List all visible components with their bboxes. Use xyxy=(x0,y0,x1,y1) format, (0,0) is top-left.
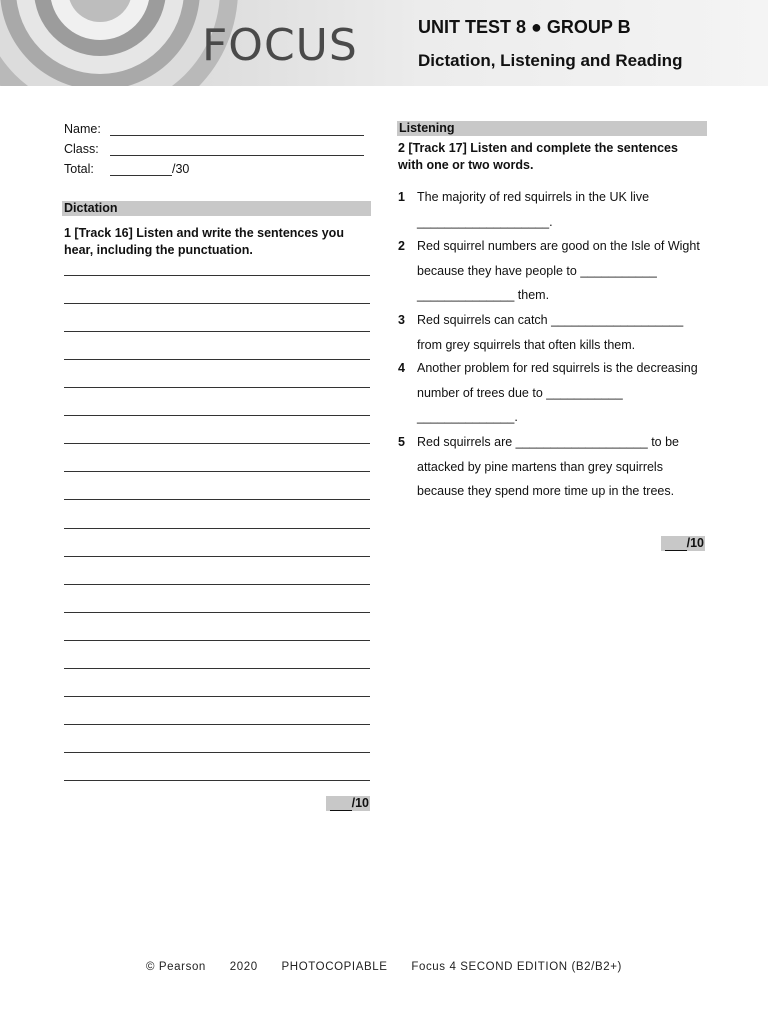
listening-score-max: /10 xyxy=(686,536,704,550)
writing-line[interactable] xyxy=(64,499,370,500)
listening-score[interactable] xyxy=(661,536,705,551)
listening-instruction: 2 [Track 17] Listen and complete the sentences with one or two words. xyxy=(398,141,678,172)
class-field[interactable] xyxy=(64,142,110,156)
total-label: Total: xyxy=(64,162,94,176)
dictation-instruction: 1 [Track 16] Listen and write the sentences you hear, including the punctuation. xyxy=(64,226,344,257)
writing-line[interactable] xyxy=(64,275,370,276)
writing-line[interactable] xyxy=(64,331,370,332)
score-blank xyxy=(665,538,687,551)
listening-heading: Listening xyxy=(397,121,707,136)
name-label: Name: xyxy=(64,122,101,136)
class-label: Class: xyxy=(64,142,99,156)
writing-line[interactable] xyxy=(64,696,370,697)
page-footer xyxy=(0,961,768,973)
class-line xyxy=(110,155,364,156)
item-text: Red squirrels are ___________________ to be attacked by pine martens than grey squirrels because they spend more time up in the trees. xyxy=(417,435,680,498)
name-line xyxy=(110,135,364,136)
writing-line[interactable] xyxy=(64,724,370,725)
writing-line[interactable] xyxy=(64,780,370,781)
footer-photocopiable: PHOTOCOPIABLE xyxy=(281,961,388,973)
page-header xyxy=(0,0,768,86)
item-text: Red squirrels can catch ___________________ from grey squirrels that often kills them. xyxy=(417,313,684,352)
writing-line[interactable] xyxy=(64,303,370,304)
writing-line[interactable] xyxy=(64,471,370,472)
footer-publisher: © Pearson xyxy=(146,961,206,973)
item-number: 4 xyxy=(398,361,405,375)
writing-line[interactable] xyxy=(64,443,370,444)
dictation-score-max: /10 xyxy=(351,796,369,810)
unit-subtitle: Dictation, Listening and Reading xyxy=(418,51,683,70)
writing-line[interactable] xyxy=(64,640,370,641)
dictation-score[interactable] xyxy=(326,796,370,811)
writing-line[interactable] xyxy=(64,556,370,557)
writing-line[interactable] xyxy=(64,612,370,613)
writing-line[interactable] xyxy=(64,528,370,529)
name-field[interactable] xyxy=(64,122,110,136)
writing-line[interactable] xyxy=(64,584,370,585)
item-number: 1 xyxy=(398,190,405,204)
total-max: /30 xyxy=(172,162,190,176)
item-text: Red squirrel numbers are good on the Isle of Wight because they have people to ___________ ______________ them. xyxy=(417,239,700,302)
item-number: 3 xyxy=(398,313,405,327)
item-text: Another problem for red squirrels is the decreasing number of trees due to ___________ ______________. xyxy=(417,361,698,424)
item-number: 2 xyxy=(398,239,405,253)
footer-year: 2020 xyxy=(229,961,258,973)
total-line xyxy=(110,175,172,176)
footer-edition: Focus 4 SECOND EDITION (B2/B2+) xyxy=(411,961,622,973)
score-blank xyxy=(330,798,352,811)
writing-line[interactable] xyxy=(64,359,370,360)
writing-line[interactable] xyxy=(64,415,370,416)
total-field[interactable] xyxy=(64,162,190,176)
writing-line[interactable] xyxy=(64,752,370,753)
item-number: 5 xyxy=(398,435,405,449)
focus-logo: FOCUS xyxy=(202,20,358,71)
unit-title: UNIT TEST 8 ● GROUP B xyxy=(418,17,631,37)
writing-line[interactable] xyxy=(64,387,370,388)
writing-line[interactable] xyxy=(64,668,370,669)
dictation-heading: Dictation xyxy=(62,201,371,216)
item-text: The majority of red squirrels in the UK live ___________________. xyxy=(417,190,650,229)
